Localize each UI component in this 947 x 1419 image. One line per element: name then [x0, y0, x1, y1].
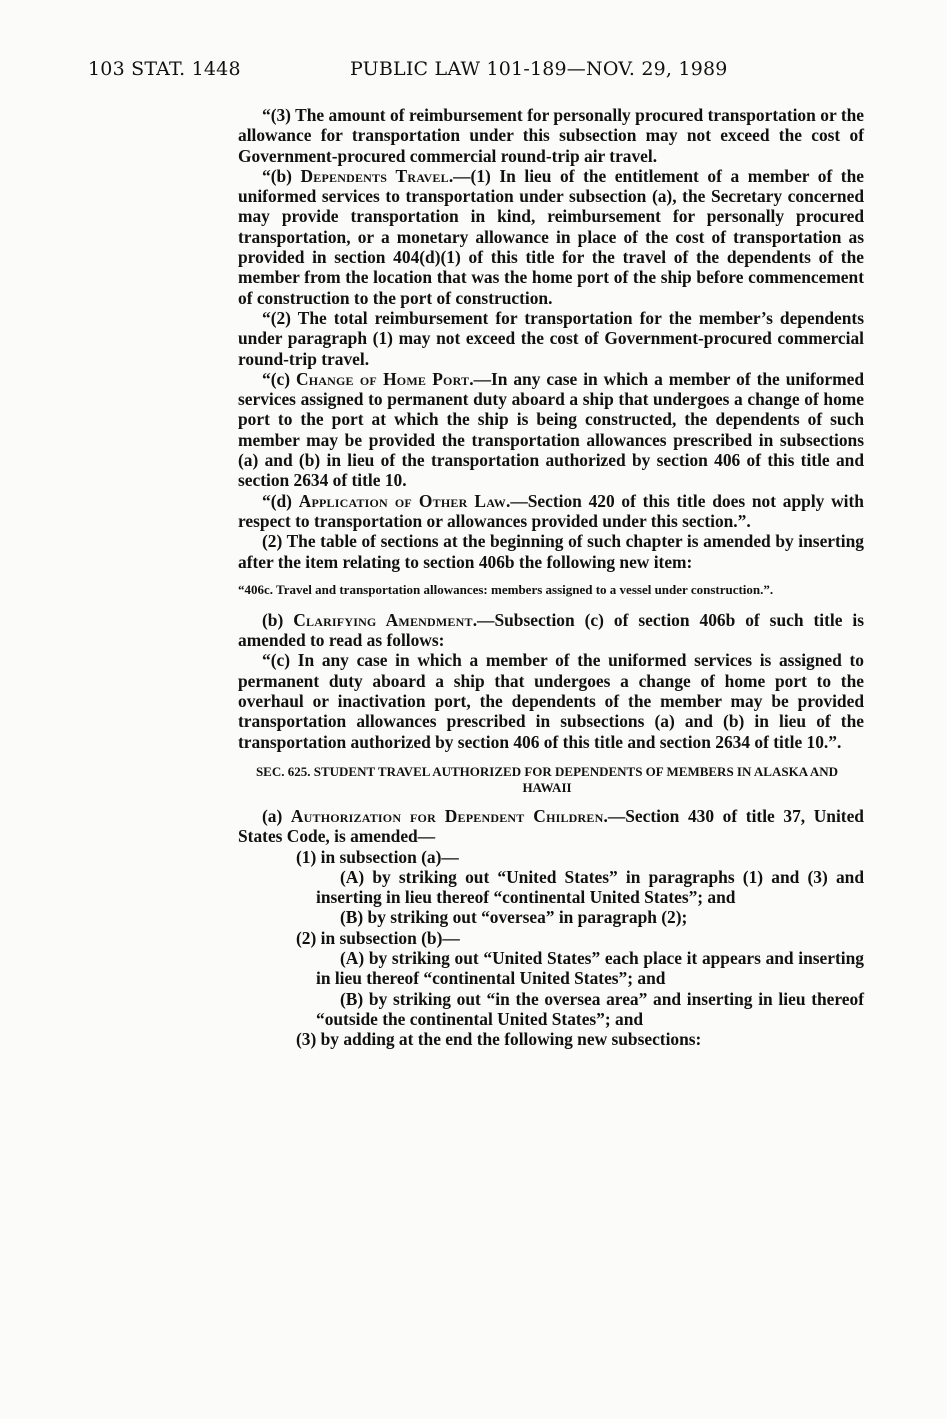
page-header [88, 58, 788, 88]
list-item: (2) in subsection (b)— [296, 927, 460, 948]
subsection-heading: Change of Home Port [295, 368, 470, 389]
stat-page-number: 103 STAT. 1448 [88, 58, 241, 80]
list-item: (3) by adding at the end the following new subsections: [296, 1029, 702, 1050]
paragraph: (a) Authorization for Dependent Children.—Section 430 of title 37, United States Code, is amended— [238, 805, 864, 847]
list-item: (B) by striking out “in the oversea area” and inserting in lieu thereof “outside the continental United States”; and [316, 988, 864, 1029]
paragraph: (2) The table of sections at the beginning of such chapter is amended by inserting after the item relating to section 406b the following new item: [238, 531, 864, 572]
public-law-title: PUBLIC LAW 101-189—NOV. 29, 1989 [350, 58, 728, 80]
list-item: (A) by striking out “United States” in paragraphs (1) and (3) and inserting in lieu thereof “continental United States”; and [316, 866, 864, 908]
paragraph: “(3) The amount of reimbursement for personally procured transportation or the allowance for transportation under this subsection may not exceed the cost of Government-procured commercial round-trip air travel. [238, 105, 864, 166]
subsection-heading: Authorization for Dependent Children [290, 805, 604, 826]
paragraph: (b) Clarifying Amendment.—Subsection (c) of section 406b of such title is amended to read as follows: [238, 609, 865, 651]
subsection-heading: Clarifying Amendment [293, 609, 473, 630]
list-item: (A) by striking out “United States” each place it appears and inserting in lieu thereof “continental United States”; and [316, 947, 864, 989]
list-item: (B) by striking out “oversea” in paragraph (2); [340, 907, 688, 928]
list-item: (1) in subsection (a)— [296, 846, 459, 867]
paragraph: “(b) Dependents Travel.—(1) In lieu of the entitlement of a member of the uniformed services to transportation under subsection (a), the Secretary concerned may provide transportation in kind, reimbursement for personally procured transportation, or a monetary allowance in place of the cost of transportation as provided in section 404(d)(1) of this title for the travel of the dependents of the member from the location that was the home port of the ship before commencement of construction to the port of construction. [238, 165, 864, 308]
paragraph: “(c) In any case in which a member of the uniformed services is assigned to permanent duty aboard a ship that undergoes a change of home port to the overhaul or inactivation port, the dependents of the member may be provided transportation allowances prescribed in subsections (a) and (b) in lieu of the transportation authorized by section 406 of this title and section 2634 of title 10.”. [238, 650, 864, 752]
paragraph: “(2) The total reimbursement for transportation for the member’s dependents under paragraph (1) may not exceed the cost of Government-procured commercial round-trip travel. [238, 307, 864, 369]
paragraph: “(c) Change of Home Port.—In any case in which a member of the uniformed services assigned to permanent duty aboard a ship that undergoes a change of home port to the port at which the ship is being constructed, the dependents of such member may be provided the transportation allowances prescribed in subsections (a) and (b) in lieu of the transportation authorized by section 406 of this title and section 2634 of title 10. [238, 368, 864, 491]
section-heading: SEC. 625. STUDENT TRAVEL AUTHORIZED FOR DEPENDENTS OF MEMBERS IN ALASKA AND HAWAII [255, 763, 839, 795]
subsection-heading: Application of Other Law [298, 490, 506, 511]
table-of-sections-item: “406c. Travel and transportation allowances: members assigned to a vessel under construction.”. [238, 581, 774, 597]
subsection-heading: Dependents Travel [300, 165, 449, 186]
paragraph: “(d) Application of Other Law.—Section 420 of this title does not apply with respect to transportation or allowances provided under this section.”. [238, 490, 864, 531]
document-body [238, 105, 864, 1049]
